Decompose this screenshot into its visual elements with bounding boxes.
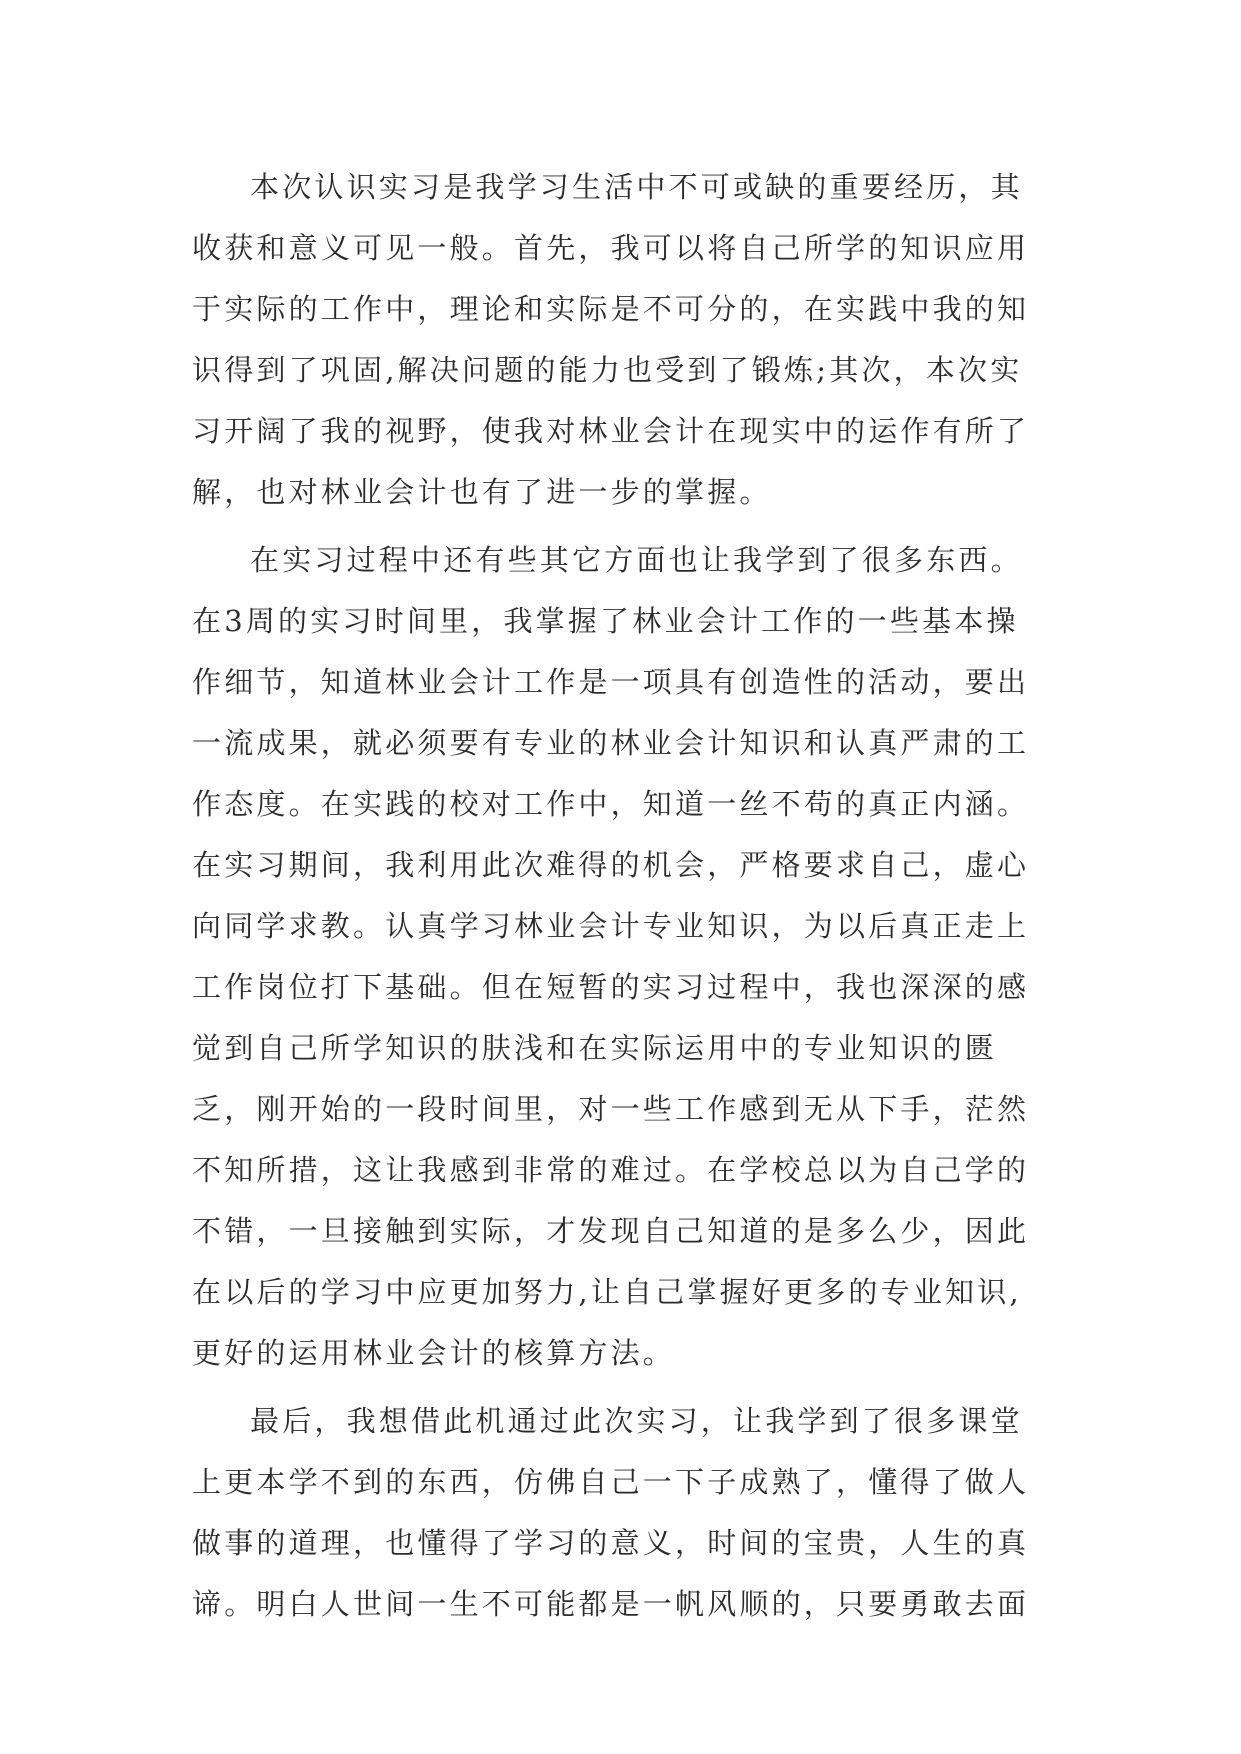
- paragraph-2-line-14: 更好的运用林业会计的核算方法。: [192, 1336, 676, 1370]
- paragraph-1-line-4: 识得到了巩固,解决问题的能力也受到了锻炼;其次，本次实: [192, 353, 1023, 387]
- paragraph-1-line-6: 解，也对林业会计也有了进一步的掌握。: [192, 475, 772, 509]
- paragraph-2-line-6: 在实习期间，我利用此次难得的机会，严格要求自己，虚心: [192, 848, 1030, 882]
- paragraph-2-line-12: 不错，一旦接触到实际，才发现自己知道的是多么少，因此: [192, 1214, 1030, 1248]
- paragraph-1-line-2: 收获和意义可见一般。首先，我可以将自己所学的知识应用: [192, 231, 1030, 265]
- paragraph-2-line-11: 不知所措，这让我感到非常的难过。在学校总以为自己学的: [192, 1153, 1030, 1187]
- paragraph-2-line-3: 作细节，知道林业会计工作是一项具有创造性的活动，要出: [192, 665, 1030, 699]
- paragraph-spacer: [192, 523, 1072, 530]
- paragraph-3-line-1: 最后，我想借此机通过此次实习，让我学到了很多课堂: [250, 1404, 1023, 1438]
- paragraph-spacer: [192, 1384, 1072, 1391]
- paragraph-2-line-8: 工作岗位打下基础。但在短暂的实习过程中，我也深深的感: [192, 970, 1030, 1004]
- paragraph-2-line-1: 在实习过程中还有些其它方面也让我学到了很多东西。: [250, 543, 1023, 577]
- paragraph-3-line-4: 谛。明白人世间一生不可能都是一帆风顺的，只要勇敢去面: [192, 1587, 1030, 1621]
- document-body: [192, 157, 1072, 1635]
- paragraph-2-line-2: 在3周的实习时间里，我掌握了林业会计工作的一些基本操: [192, 604, 1019, 638]
- paragraph-3-line-3: 做事的道理，也懂得了学习的意义，时间的宝贵，人生的真: [192, 1526, 1030, 1560]
- paragraph-3-line-2: 上更本学不到的东西，仿佛自己一下子成熟了，懂得了做人: [192, 1465, 1030, 1499]
- paragraph-2-line-5: 作态度。在实践的校对工作中，知道一丝不苟的真正内涵。: [192, 787, 1030, 821]
- paragraph-2-line-13: 在以后的学习中应更加努力,让自己掌握好更多的专业知识,: [192, 1275, 1022, 1309]
- paragraph-2-line-4: 一流成果，就必须要有专业的林业会计知识和认真严肃的工: [192, 726, 1030, 760]
- paragraph-2-line-10: 乏，刚开始的一段时间里，对一些工作感到无从下手，茫然: [192, 1092, 1030, 1126]
- paragraph-2-line-7: 向同学求教。认真学习林业会计专业知识，为以后真正走上: [192, 909, 1030, 943]
- paragraph-1-line-3: 于实际的工作中，理论和实际是不可分的，在实践中我的知: [192, 292, 1030, 326]
- paragraph-2-line-9: 觉到自己所学知识的肤浅和在实际运用中的专业知识的匮: [192, 1031, 998, 1065]
- paragraph-1-line-5: 习开阔了我的视野，使我对林业会计在现实中的运作有所了: [192, 414, 1030, 448]
- paragraph-1-line-1: 本次认识实习是我学习生活中不可或缺的重要经历，其: [250, 170, 1023, 204]
